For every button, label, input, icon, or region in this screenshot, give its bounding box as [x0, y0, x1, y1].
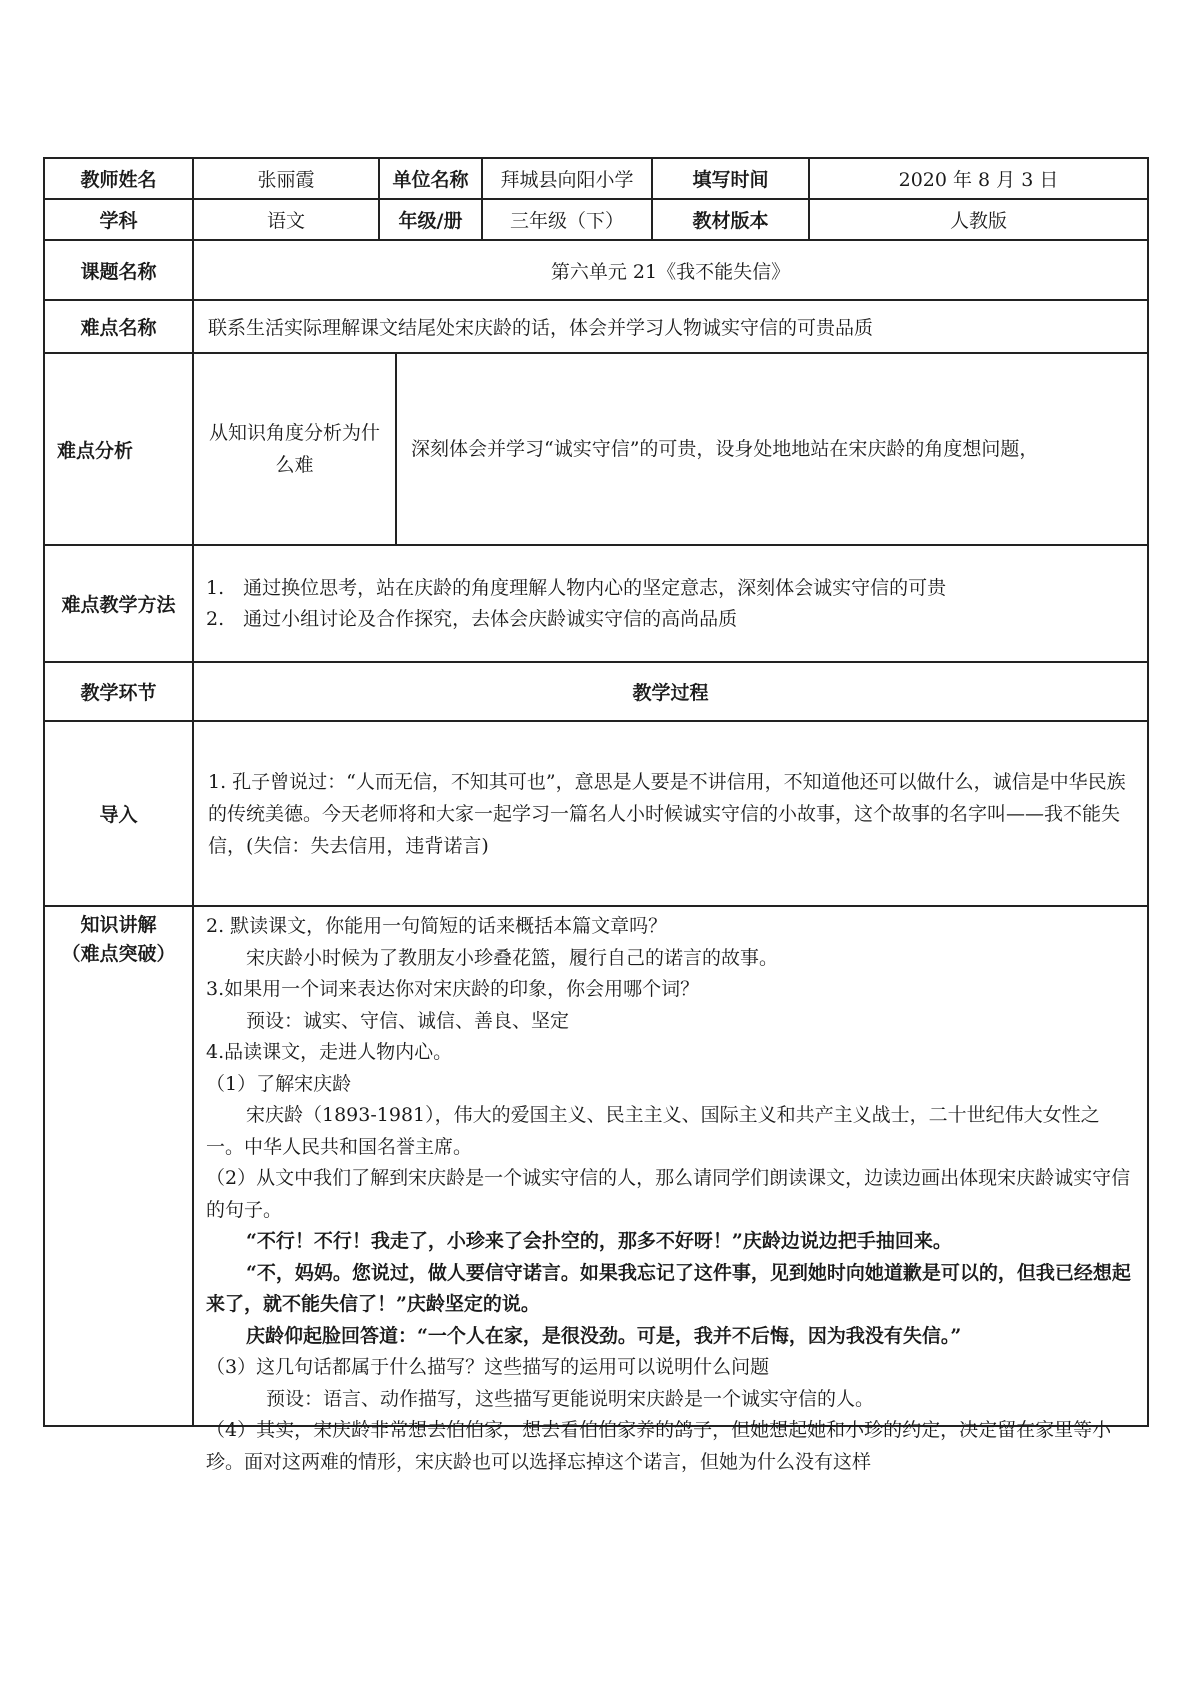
knowledge-label-line2: （难点突破） — [61, 943, 176, 965]
knowledge-line: 3.如果用一个词来表达你对宋庆龄的印象，你会用哪个词？ — [206, 978, 700, 1000]
process-stage-label: 教学环节 — [45, 663, 194, 720]
unit-name: 拜城县向阳小学 — [483, 159, 653, 198]
quote-line: 庆龄仰起脸回答道：“一个人在家，是很没劲。可是，我并不后悔，因为我没有失信。” — [246, 1324, 962, 1347]
header-row-2 — [43, 198, 1149, 239]
topic-label: 课题名称 — [45, 241, 194, 299]
knowledge-line: 4.品读课文，走进人物内心。 — [206, 1041, 453, 1063]
quote-line: “不，妈妈。您说过，做人要信守诺言。如果我忘记了这件事，见到她时向她道歉是可以的，但我已经想起来了，就不能失信了！”庆龄坚定的说。 — [206, 1261, 1131, 1315]
unit-label: 单位名称 — [380, 159, 483, 198]
grade-label: 年级/册 — [380, 200, 483, 239]
knowledge-label-line1: 知识讲解 — [80, 914, 157, 936]
intro-label: 导入 — [45, 722, 194, 905]
knowledge-line: （2）从文中我们了解到宋庆龄是一个诚实守信的人，那么请同学们朗读课文，边读边画出体现宋庆龄诚实守信的句子。 — [206, 1167, 1131, 1221]
analysis-sub-label: 从知识角度分析为什么难 — [194, 354, 397, 544]
date-value: 2020 年 8 月 3 日 — [898, 169, 1059, 191]
knowledge-line: 2. 默读课文，你能用一句简短的话来概括本篇文章吗？ — [206, 915, 668, 937]
knowledge-line: （1）了解宋庆龄 — [206, 1072, 352, 1095]
process-header-row — [43, 661, 1149, 720]
header-row-1 — [43, 157, 1149, 198]
knowledge-row — [43, 905, 1149, 1473]
topic-row — [43, 239, 1149, 299]
method-row — [43, 544, 1149, 661]
teacher-name: 张丽霞 — [194, 159, 380, 198]
knowledge-line: （3）这几句话都属于什么描写？这些描写的运用可以说明什么问题 — [206, 1356, 770, 1378]
knowledge-line: 预设：语言、动作描写，这些描写更能说明宋庆龄是一个诚实守信的人。 — [266, 1387, 875, 1410]
subject-label: 学科 — [45, 200, 194, 239]
lesson-plan-table — [43, 157, 1149, 1473]
topic-value: 第六单元 21《我不能失信》 — [550, 260, 791, 283]
method-item: 2. 通过小组讨论及合作探究，去体会庆龄诚实守信的高尚品质 — [206, 607, 738, 630]
difficulty-row — [43, 299, 1149, 352]
knowledge-line: 宋庆龄（1893-1981），伟大的爱国主义、民主主义、国际主义和共产主义战士，二十世纪伟大女性之一。中华人民共和国名誉主席。 — [206, 1104, 1100, 1158]
quote-line: “不行！不行！我走了，小珍来了会扑空的，那多不好呀！”庆龄边说边把手抽回来。 — [246, 1230, 952, 1252]
analysis-value: 深刻体会并学习“诚实守信”的可贵，设身处地地站在宋庆龄的角度想问题， — [411, 437, 1039, 460]
intro-row — [43, 720, 1149, 905]
difficulty-label: 难点名称 — [45, 301, 194, 352]
analysis-label: 难点分析 — [45, 354, 194, 544]
teacher-label: 教师姓名 — [45, 159, 194, 198]
method-item: 1. 通过换位思考，站在庆龄的角度理解人物内心的坚定意志，深刻体会诚实守信的可贵 — [206, 576, 947, 599]
date-label: 填写时间 — [653, 159, 810, 198]
difficulty-value: 联系生活实际理解课文结尾处宋庆龄的话，体会并学习人物诚实守信的可贵品质 — [208, 317, 874, 339]
method-list — [194, 546, 1147, 661]
method-label: 难点教学方法 — [45, 546, 194, 661]
knowledge-line: （4）其实，宋庆龄非常想去伯伯家，想去看伯伯家养的鸽子，但她想起她和小珍的约定，决定留在家里等小珍。面对这两难的情形，宋庆龄也可以选择忘掉这个诺言，但她为什么没有这样 — [206, 1419, 1112, 1473]
knowledge-line: 宋庆龄小时候为了教朋友小珍叠花篮，履行自己的诺言的故事。 — [246, 946, 779, 969]
edition-label: 教材版本 — [653, 200, 810, 239]
knowledge-line: 预设：诚实、守信、诚信、善良、坚定 — [246, 1009, 570, 1032]
edition-value: 人教版 — [949, 210, 1007, 232]
knowledge-content — [194, 907, 1147, 1473]
subject-value: 语文 — [194, 200, 380, 239]
analysis-row — [43, 352, 1149, 544]
intro-text: 1. 孔子曾说过：“人而无信，不知其可也”，意思是人要是不讲信用，不知道他还可以做什么，诚信是中华民族的传统美德。今天老师将和大家一起学习一篇名人小时候诚实守信的小故事，这个故事的名字叫——我不能失信，(失信：失去信用，违背诺言) — [208, 770, 1126, 857]
knowledge-label — [45, 907, 194, 1425]
grade-value: 三年级（下） — [483, 200, 653, 239]
process-title: 教学过程 — [632, 682, 709, 704]
